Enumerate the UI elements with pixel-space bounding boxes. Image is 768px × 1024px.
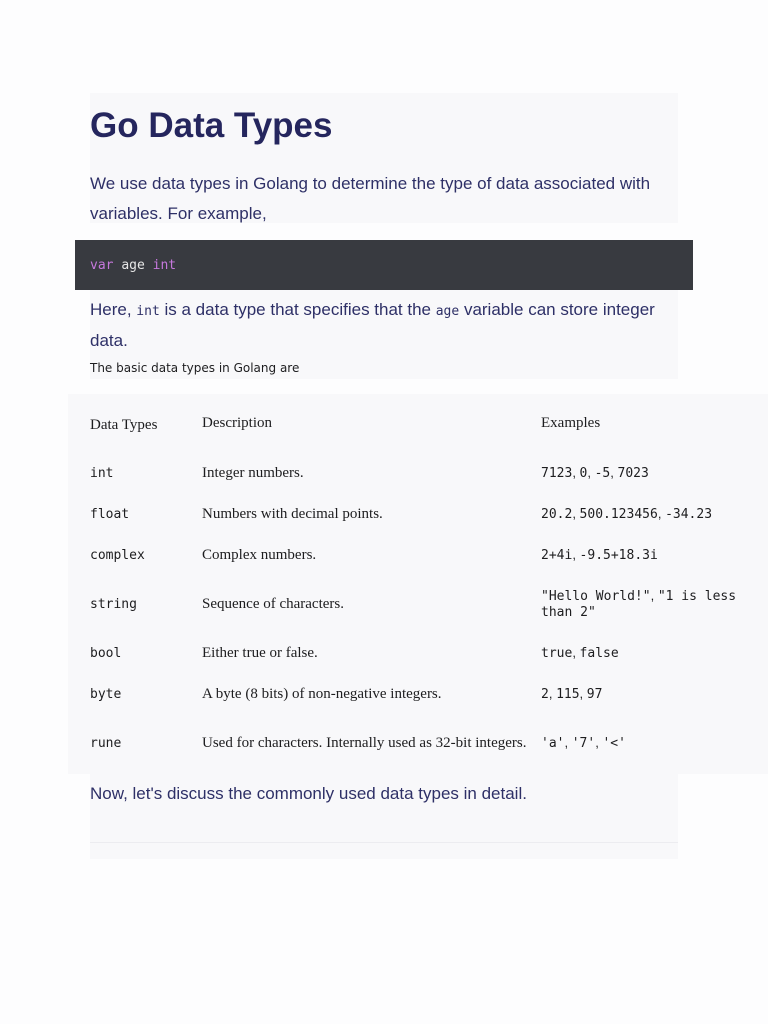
example-value: '7' <box>571 736 596 751</box>
cell-examples: 2+4i, -9.5+18.3i <box>541 547 658 563</box>
example-value: 0 <box>579 466 588 481</box>
cell-description: Complex numbers. <box>202 547 317 563</box>
table-row <box>68 633 768 674</box>
example-value: true <box>541 646 573 661</box>
header-examples: Examples <box>541 415 601 431</box>
header-description: Description <box>202 415 272 431</box>
cell-examples: 2, 115, 97 <box>541 685 603 702</box>
explanation-text-3: variable can store integer data. <box>90 300 655 350</box>
cell-data-type: complex <box>90 548 145 563</box>
cell-data-type: bool <box>90 646 122 661</box>
example-value: 97 <box>586 686 603 702</box>
cell-data-type: rune <box>90 736 122 751</box>
example-value: "1 is less than 2" <box>541 589 737 620</box>
data-types-table <box>68 394 768 773</box>
cell-data-type: byte <box>90 686 122 702</box>
table-row <box>68 453 768 494</box>
table-row <box>68 714 768 773</box>
example-value: 115 <box>556 686 580 702</box>
cell-description: Numbers with decimal points. <box>202 506 383 522</box>
cell-examples: 20.2, 500.123456, -34.23 <box>541 506 713 522</box>
outro-paragraph: Now, let's discuss the commonly used data types in detail. <box>90 784 527 803</box>
cell-data-type: string <box>90 597 137 612</box>
explanation-text-2: is a data type that specifies that the <box>159 300 436 319</box>
example-value: 7123 <box>541 466 573 481</box>
example-value: 20.2 <box>541 507 573 522</box>
explanation-paragraph <box>90 295 670 355</box>
table-body <box>68 453 768 773</box>
example-value: 7023 <box>617 466 649 481</box>
header-data-types: Data Types <box>90 417 158 433</box>
example-value: '<' <box>602 736 626 751</box>
example-value: 500.123456 <box>579 507 658 522</box>
table-row <box>68 576 768 633</box>
cell-description: Used for characters. Internally used as 32-bit integers. <box>202 735 527 751</box>
example-value: -5 <box>594 466 611 481</box>
cell-examples: "Hello World!", "1 is less than 2" <box>541 588 737 620</box>
cell-description: A byte (8 bits) of non-negative integers. <box>202 685 442 702</box>
example-value: 2 <box>541 686 549 702</box>
intro-paragraph: We use data types in Golang to determine the type of data associated with variables. For example, <box>90 174 651 223</box>
example-value: false <box>579 646 619 661</box>
table-row <box>68 494 768 535</box>
example-value: -34.23 <box>665 507 713 522</box>
explanation-text-1: Here, <box>90 300 137 319</box>
example-value: 'a' <box>541 736 565 751</box>
cell-description: Either true or false. <box>202 645 318 661</box>
section-divider <box>90 842 678 843</box>
cell-data-type: float <box>90 507 130 522</box>
cell-examples: 'a', '7', '<' <box>541 735 626 751</box>
cell-description: Sequence of characters. <box>202 596 345 612</box>
code-identifier: age <box>121 257 145 273</box>
table-row <box>68 674 768 714</box>
code-block <box>75 240 693 290</box>
inline-code-age: age <box>435 304 460 319</box>
table-header-row <box>68 394 768 453</box>
cell-examples: 7123, 0, -5, 7023 <box>541 465 649 481</box>
example-value: "Hello World!" <box>541 589 651 604</box>
cell-description: Integer numbers. <box>202 465 304 481</box>
table-row <box>68 535 768 576</box>
example-value: -9.5+18.3i <box>579 548 658 563</box>
cell-data-type: int <box>90 466 114 481</box>
code-keyword-type: int <box>152 257 177 273</box>
cell-examples: true, false <box>541 645 619 661</box>
table-lead-text: The basic data types in Golang are <box>90 361 300 375</box>
code-keyword-var: var <box>90 257 114 273</box>
example-value: 2+4i <box>541 548 573 563</box>
inline-code-int: int <box>136 304 160 319</box>
page-title: Go Data Types <box>90 106 333 145</box>
